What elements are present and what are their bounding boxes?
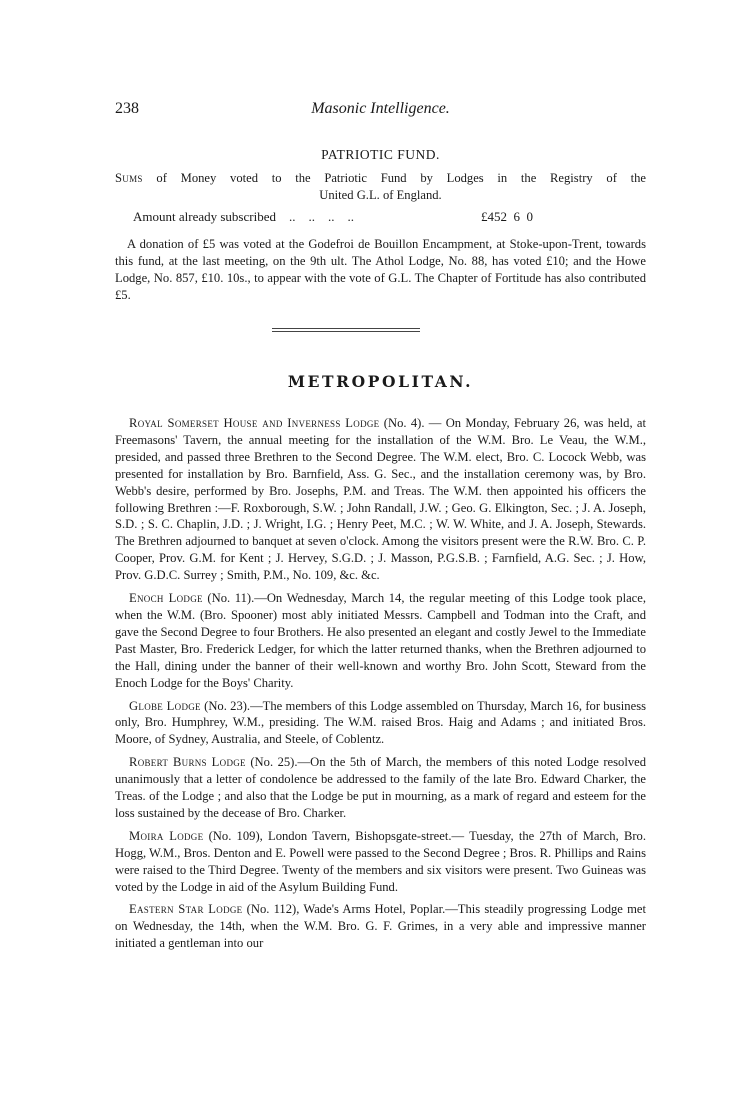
amount-subscribed-row (133, 209, 646, 225)
lodge-report-text: (No. 11).—On Wednesday, March 14, the regular meeting of this Lodge took place, when the W.M. (Bro. Spooner) most ably initiated Messrs. Campbell and Todman into the Craft, and gave the Second Degree to four Brothers. He also presented an elegant and costly Jewel to the Immediate Past Master, Bro. Frederick Ledger, for which the latter returned thanks, when the Brethren adjourned to the Hall, dining under the banner of their well-known and worthy Bro. John Scott, Steward from the Enoch Lodge for the Boys' Charity. (115, 591, 646, 690)
lodge-report (115, 590, 646, 691)
amount-label: Amount already subscribed .. .. .. .. (133, 209, 354, 224)
subheading-lead-word: Sums (115, 171, 143, 185)
subheading-line-1-rest: of Money voted to the Patriotic Fund by Lodges in the Registry of the (142, 171, 646, 185)
lodge-report-text: (No. 4). — On Monday, February 26, was held, at Freemasons' Tavern, the annual meeting for the installation of the W.M. Bro. Le Veau, the W.M., presided, and passed three Brethren to the Second Degree. The W.M. elect, Bro. C. Locock Webb, was presented for installation by Bro. Barnfield, Ass. G. Sec., and the installation ceremony was, by Bro. Webb's desire, performed by Bro. Josephs, P.M. and Treas. The W.M. then appointed his officers the following Brethren :—F. Roxborough, S.W. ; John Randall, J.W. ; Geo. G. Elkington, Sec. ; J. A. Joseph, S.D. ; S. C. Chaplin, J.D. ; J. Wright, I.G. ; Henry Peet, M.C. ; W. W. White, and J. A. Joseph, Stewards. The Brethren adjourned to banquet at seven o'clock. Among the visitors present were the R.W. Bro. C. P. Cooper, Prov. G.M. for Kent ; J. Hervey, S.G.D. ; J. Masson, P.G.S.B. ; Farnfield, A.G. Sec. ; J. How, Prov. G.D.C. Surrey ; Smith, P.M., No. 109, &c. &c. (115, 416, 646, 583)
lodge-report (115, 901, 646, 952)
amount-value: £452 6 0 (481, 209, 533, 224)
donation-paragraph: A donation of £5 was voted at the Godefroi de Bouillon Encampment, at Stoke-upon-Trent, towards this fund, at the last meeting, on the 9th ult. The Athol Lodge, No. 88, has voted £10; and the Howe Lodge, No. 857, £10. 10s., to appear with the vote of G.L. The Chapter of Fortitude has also contributed £5. (115, 237, 646, 302)
lodge-report-text: (No. 109), London Tavern, Bishopsgate-street.— Tuesday, the 27th of March, Bro. Hogg, W.M., Bros. Denton and E. Powell were passed to the Second Degree ; Bros. R. Phillips and Rains were raised to the Third Degree. Twenty of the members and six visitors were present. Two Guineas was voted by the Lodge in aid of the Asylum Building Fund. (115, 828, 646, 894)
lodge-report-text: (No. 23).—The members of this Lodge assembled on Thursday, March 16, for business only, Bro. Humphrey, W.M., presiding. The W.M. raised Bros. Haig and Adams ; and initiated Bros. Moore, of Sydney, Australia, and Steele, of Coblentz. (115, 698, 646, 747)
lodge-name: Robert Burns Lodge (129, 755, 246, 770)
metropolitan-heading: METROPOLITAN. (287, 372, 474, 391)
section-divider-bottom (272, 331, 420, 332)
section-divider-top (272, 328, 420, 329)
lodge-report (115, 754, 646, 822)
lodge-name: Moira Lodge (129, 828, 204, 843)
subheading-line-2: United G.L. of England. (319, 187, 442, 202)
lodge-report (115, 828, 646, 896)
lodge-report-text: (No. 112), Wade's Arms Hotel, Poplar.—This steadily progressing Lodge met on Wednesday, the 14th, when the W.M. Bro. G. F. Grimes, in a very able and impressive manner initiated a gentleman into our (115, 902, 646, 951)
patriotic-fund-subheading (115, 170, 646, 204)
lodge-name: Royal Somerset House and Inverness Lodge (129, 416, 380, 430)
lodge-name: Eastern Star Lodge (129, 902, 243, 917)
lodge-report (115, 698, 646, 749)
metropolitan-reports (115, 415, 646, 958)
running-title: Masonic Intelligence. (311, 100, 450, 117)
lodge-report-text: (No. 25).—On the 5th of March, the members of this noted Lodge resolved unanimously that a letter of condolence be addressed to the family of the late Bro. Edward Charker, the Treas. of the Lodge ; and also that the Lodge be put in mourning, as a mark of regard and esteem for the loss sustained by the decease of Bro. Charker. (115, 755, 647, 820)
patriotic-fund-heading: PATRIOTIC FUND. (321, 147, 440, 162)
lodge-name: Globe Lodge (129, 698, 201, 713)
subheading-line-1 (115, 170, 646, 187)
lodge-report (115, 415, 646, 584)
page-number: 238 (115, 100, 139, 117)
lodge-name: Enoch Lodge (129, 591, 203, 606)
running-head (115, 100, 646, 122)
